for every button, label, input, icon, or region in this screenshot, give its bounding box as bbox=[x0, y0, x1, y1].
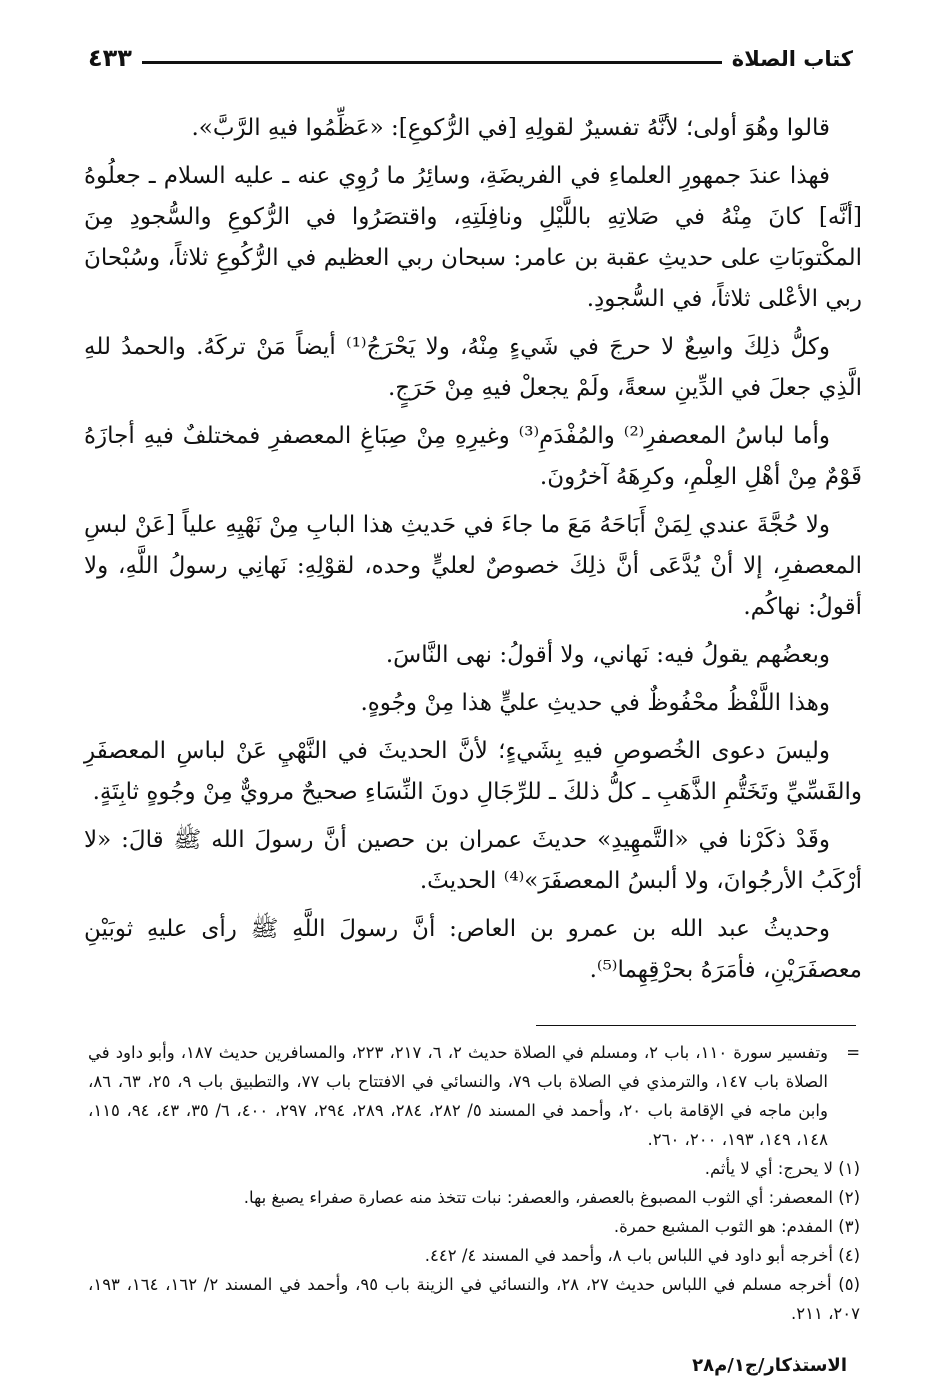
footnote-2: (٢) المعصفر: أي الثوب المصبوغ بالعصفر، والعصفر: نبات تتخذ منه عصارة صفراء يصبغ بها. bbox=[243, 1188, 860, 1207]
paragraph: وبعضُهم يقولُ فيه: نَهاني، ولا أقولُ: نهى النَّاسَ. bbox=[385, 642, 830, 668]
paragraph: فهذا عندَ جمهورِ العلماءِ في الفريضَةِ، وسائِرُ ما رُوِي عنه ـ عليه السلام ـ جعلُوهُ [أنَّه] كانَ مِنْهُ في صَلاتِهِ باللَّيْلِ ونافِلَتِهِ، واقتصَرُوا في الرُّكوعِ والسُّجودِ مِنَ المكْتوبَاتِ على حديثِ عقبة بن عامر: سبحان ربي العظيم في الرُّكُوعِ ثلاثاً، وسُبْحانَ ربي الأعْلى ثلاثاً، في السُّجودِ. bbox=[84, 163, 862, 312]
paragraph: قالوا وهُوَ أولى؛ لأنَّهُ تفسيرٌ لقولِهِ [في الرُّكوعِ]: «عَظِّمُوا فيهِ الرَّبَّ». bbox=[191, 115, 830, 141]
paragraph: وليسَ دعوى الخُصوصِ فيهِ بِشَيءٍ؛ لأنَّ الحديثَ في النَّهْيِ عَنْ لباسِ المعصفَرِ والقَسِّيِّ وتَخَتُّمِ الذَّهَبِ ـ كلُّ ذلكَ ـ للرِّجَالِ دونَ النِّسَاءِ صحيحٌ مرويٌّ مِنْ وجُوهٍ ثابِتَةٍ. bbox=[84, 738, 862, 805]
footnote-continuation-text: وتفسير سورة ١١٠، باب ٢، ومسلم في الصلاة حديث ٢، ٦، ٢١٧، ٢٢٣، والمسافرين حديث ١٨٧، وأبو داود في الصلاة باب ١٤٧، والترمذي في الصلاة باب ٧٩، والنسائي في الافتتاح باب ٧٧، والتطبيق باب ٩، ٢٥، ٦٣، ٨٦، وابن ماجه في الإقامة باب ٢٠، وأحمد في المسند ٥/ ٢٨٢، ٢٨٤، ٢٨٩، ٢٩٤، ٢٩٧، ٤٠٠، ٦/ ٣٥، ٤٣، ٩٤، ١١٥، ١٤٨، ١٤٩، ١٩٣، ٢٠٠، ٢٦٠. bbox=[88, 1043, 829, 1149]
footnote-5: (٥) أخرجه مسلم في اللباس حديث ٢٧، ٢٨، والنسائي في الزينة باب ٩٥، وأحمد في المسند ٢/ ١٦٢، ١٦٤، ١٩٣، ٢٠٧، ٢١١. bbox=[88, 1275, 860, 1323]
paragraph: وقَدْ ذكَرْنا في «التَّمهِيدِ» حديثَ عمران بن حصين أنَّ رسولَ الله ﷺ قالَ: «لا أرْكَبُ الأرجُوانَ، ولا ألبسُ المعصفَرَ»⁽⁴⁾ الحديثَ. bbox=[84, 827, 862, 894]
chapter-title: كتاب الصلاة bbox=[731, 47, 853, 71]
header-rule bbox=[142, 61, 722, 64]
paragraph: ولا حُجَّةَ عندي لِمَنْ أَبَاحَهُ مَعَ ما جاءَ في حَديثِ هذا البابِ مِنْ نَهْيِهِ علياً [عَنْ لبسِ المعصفرِ، إلا أنْ يُدَّعَى أنَّ ذلِكَ خصوصٌ لعليٍّ وحده، لقوْلِهِ: نَهانِي رسولُ اللَّهِ، ولا أقولُ: نهاكُم. bbox=[84, 512, 862, 620]
continuation-marker: = bbox=[846, 1043, 861, 1062]
footnote-3: (٣) المفدم: هو الثوب المشبع حمرة. bbox=[613, 1217, 860, 1236]
signature-mark: الاستذكار/ج١/م٢٨ bbox=[692, 1355, 847, 1376]
page-number: ٤٣٣ bbox=[88, 44, 132, 72]
footnote-separator bbox=[536, 1025, 856, 1026]
footnotes bbox=[88, 1038, 860, 1328]
page-header bbox=[88, 30, 853, 70]
paragraph: وأما لباسُ المعصفرِ⁽²⁾ والمُفْدَمِ⁽³⁾ وغيرِهِ مِنْ صِبَاغِ المعصفرِ فمختلفٌ فيهِ أجازَهُ قَوْمٌ مِنْ أهْلِ العِلْمِ، وكرِهَهُ آخرُونَ. bbox=[84, 423, 862, 490]
footnote-4: (٤) أخرجه أبو داود في اللباس باب ٨، وأحمد في المسند ٤/ ٤٤٢. bbox=[424, 1246, 860, 1265]
footnote-1: (١) لا يحرج: أي لا يأثم. bbox=[704, 1159, 860, 1178]
paragraph: وكلُّ ذلِكَ واسِعٌ لا حرجَ في شَيءٍ مِنْهُ، ولا يَحْرَجُ⁽¹⁾ أيضاً مَنْ تركَهُ. والحمدُ للهِ الَّذِي جعلَ في الدِّينِ سعةً، ولَمْ يجعلْ فيهِ مِنْ حَرَجٍ. bbox=[84, 334, 862, 401]
footnote-continuation bbox=[88, 1038, 860, 1154]
paragraph: وهذا اللَّفْظُ محْفُوظٌ في حديثِ عليٍّ هذا مِنْ وجُوهٍ. bbox=[360, 690, 830, 716]
paragraph: وحديثُ عبد الله بن عمرو بن العاص: أنَّ رسولَ اللَّهِ ﷺ رأى عليهِ ثوبَيْنِ معصفَرَيْنِ، فأمَرَهُ بحرْقِهِما⁽⁵⁾. bbox=[84, 916, 862, 983]
main-text bbox=[84, 108, 862, 998]
